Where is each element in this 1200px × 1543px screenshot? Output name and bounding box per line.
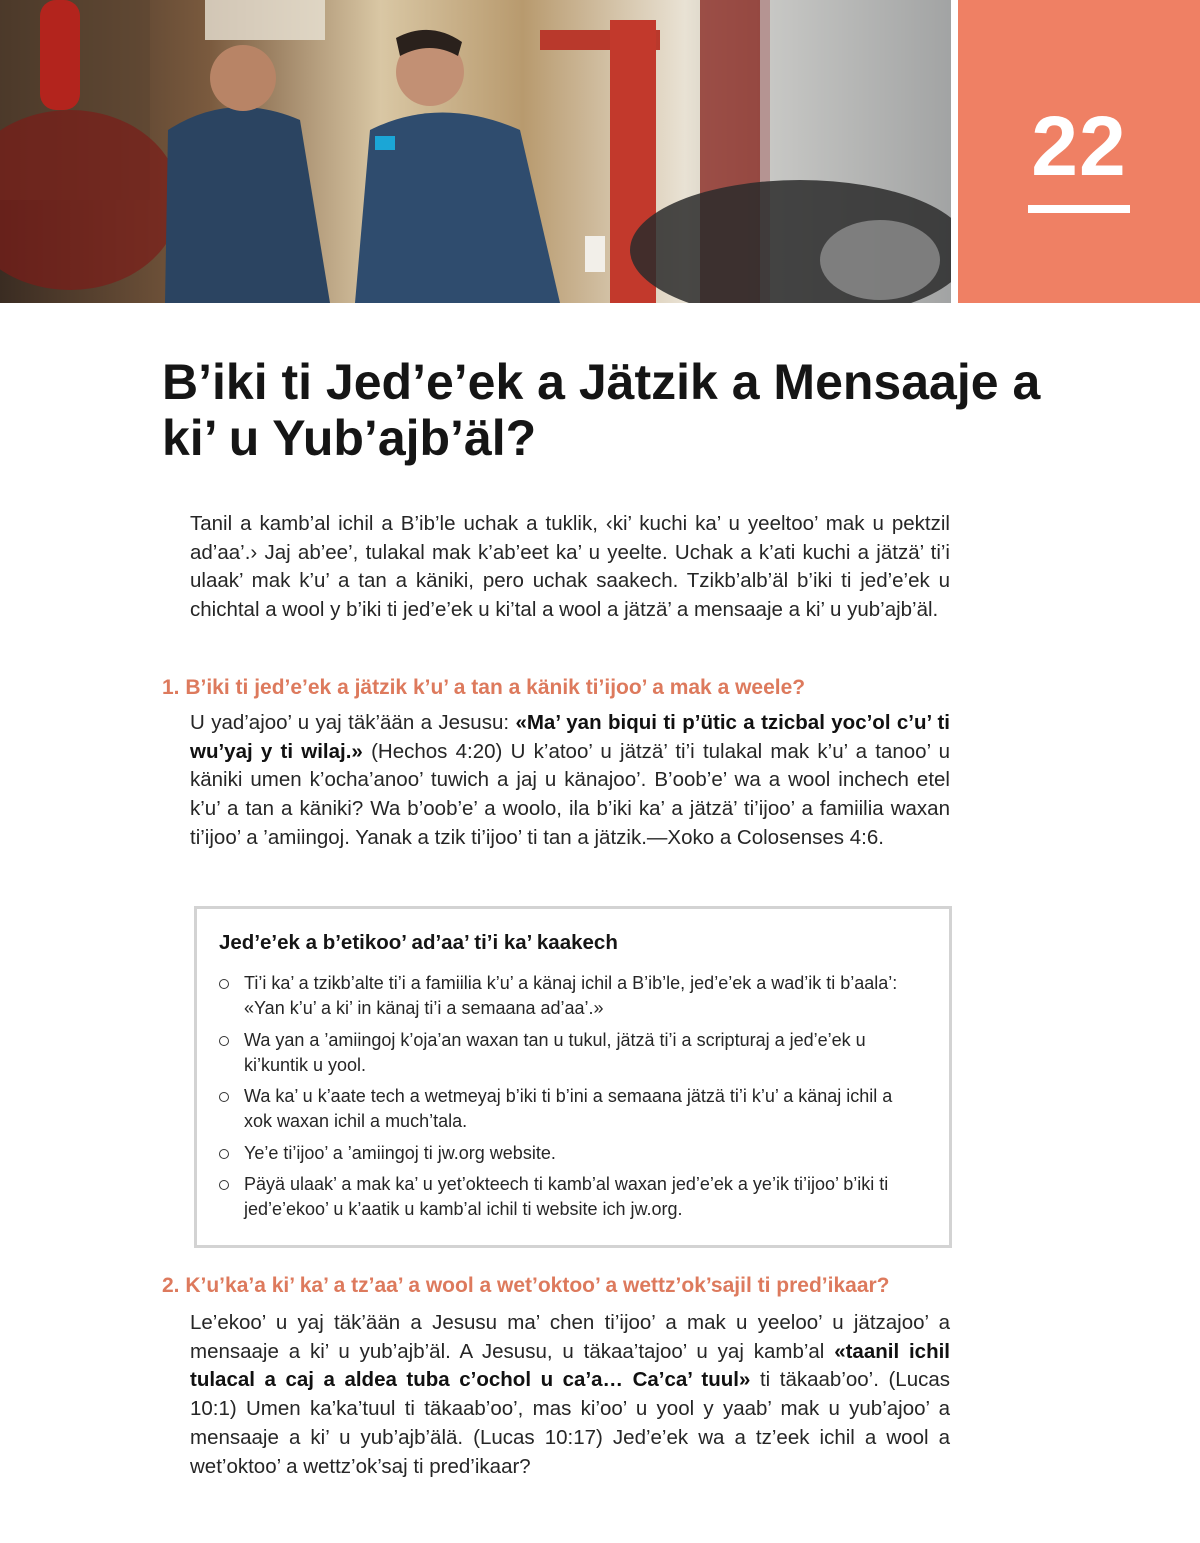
circle-bullet-icon (219, 979, 229, 989)
garage-scene-illustration (0, 0, 951, 303)
section-1-quote: «Ma’ yan biqui ti p’ütic a tzicbal yoc’ol c’u’ ti wu’yaj y ti wilaj.» (190, 711, 951, 763)
tips-list (219, 971, 919, 1229)
tips-box-title: Jed’e’ek a b’etikoo’ ad’aa’ ti’i ka’ kaakech (219, 931, 618, 954)
chapter-number-box (958, 0, 1200, 303)
tips-list-item (219, 1028, 919, 1078)
section-1-text-start: U yad’ajoo’ u yaj täk’ään a Jesusu: (190, 711, 516, 734)
circle-bullet-icon (219, 1149, 229, 1159)
tips-list-item (219, 1084, 919, 1134)
section-2-text-start: Le’ekoo’ u yaj täk’ään a Jesusu ma’ chen ti’ijoo’ a mak u yeeloo’ u jätzajoo’ a mensaaje a ki’ u yub’ajb’äl. A Jesusu, u täkaa’tajoo’ u yaj kamb’al (190, 1311, 950, 1363)
section-1-text-end: (Hechos 4:20) U k’atoo’ u jätzä’ ti’i tulakal mak k’u’ a tanoo’ u käniki umen k’ocha’anoo’ tuwich a jaj u känajoo’. B’oob’e’ wa a wool inchech etel k’u’ a tan a käniki? Wa b’oob’e’ a woolo, ila b’iki ka’ a jätzä’ ti’ijoo’ a famiilia waxan ti’ijoo’ a ’amiingoj. Yanak a tzik ti’ijoo’ ti tan a jätzik.—Xoko a Colosenses 4:6. (190, 739, 951, 849)
page-title: B’iki ti Jed’e’ek a Jätzik a Mensaaje a ki’ u Yub’ajb’äl? (162, 354, 1041, 466)
section-1-heading: 1. B’iki ti jed’e’ek a jätzik k’u’ a tan a känik ti’ijoo’ a mak a weele? (162, 676, 806, 699)
section-2-quote: «taanil ichil tulacal a caj a aldea tuba c’ochol u ca’a… Ca’ca’ tuul» (190, 1339, 950, 1392)
tips-list-item-text: Ye’e ti’ijoo’ a ’amiingoj ti jw.org website. (244, 1142, 556, 1163)
tips-list-item-text: Päyä ulaak’ a mak ka’ u yet’okteech ti kamb’al waxan jed’e’ek a ye’ik ti’ijoo’ b’iki ti jed’e’ekoo’ u k’aatik u kamb’al ichil ti website ich jw.org. (244, 1174, 889, 1219)
chapter-divider (1028, 205, 1130, 213)
tips-box (194, 906, 952, 1248)
tips-list-item (219, 971, 919, 1021)
section-2-text-end: ti täkaab’oo’. (Lucas 10:1) Umen ka’ka’tuul ti täkaab’oo’, mas ki’oo’ u yool y yaab’ mak u yub’ajoo’ a mensaaje a ki’ u yub’ajb’älä. (Lucas 10:17) Jed’e’ek wa a tz’eek ichil a wool a wet’oktoo’ a wettz’ok’saj ti pred’ikaar? (190, 1368, 951, 1478)
section-2-heading: 2. K’u’ka’a ki’ ka’ a tz’aa’ a wool a wet’oktoo’ a wettz’ok’sajil ti pred’ikaar? (162, 1274, 890, 1297)
tips-list-item-text: Wa ka’ u k’aate tech a wetmeyaj b’iki ti b’ini a semaana jätzä ti’i k’u’ a känaj ichil a xok waxan ichil a much’tala. (244, 1086, 893, 1131)
circle-bullet-icon (219, 1180, 229, 1190)
tips-list-item-text: Ti’i ka’ a tzikb’alte ti’i a famiilia k’u’ a känaj ichil a B’ib’le, jed’e’ek a wad’ik ti b’aala’: «Yan k’u’ a ki’ in känaj ti’i a semaana ad’aa’.» (244, 973, 898, 1018)
section-1-paragraph (190, 709, 950, 853)
intro-paragraph: Tanil a kamb’al ichil a B’ib’le uchak a tuklik, ‹ki’ kuchi ka’ u yeeltoo’ mak u pektzil ad’aa’.› Jaj ab’ee’, tulakal mak k’ab’eet ka’ u yeelte. Uchak a k’ati kuchi a jätzä’ ti’i ulaak’ mak k’u’ a tan a käniki, pero uchak saakech. Tzikb’alb’äl b’iki ti jed’e’ek u chichtal a wool y b’iki ti jed’e’ek u ki’tal a wool a jätzä’ a mensaaje a ki’ u yub’ajb’äl. (190, 512, 950, 622)
circle-bullet-icon (219, 1036, 229, 1046)
tips-list-item-text: Wa yan a ’amiingoj k’oja’an waxan tan u tukul, jätzä ti’i a scripturaj a jed’e’ek u ki’kuntik u yool. (244, 1029, 866, 1075)
circle-bullet-icon (219, 1092, 229, 1102)
section-2-paragraph (190, 1309, 950, 1481)
tips-list-item (219, 1141, 919, 1166)
tips-list-item (219, 1172, 919, 1222)
chapter-number: 22 (1031, 99, 1127, 193)
header-photo (0, 0, 951, 303)
